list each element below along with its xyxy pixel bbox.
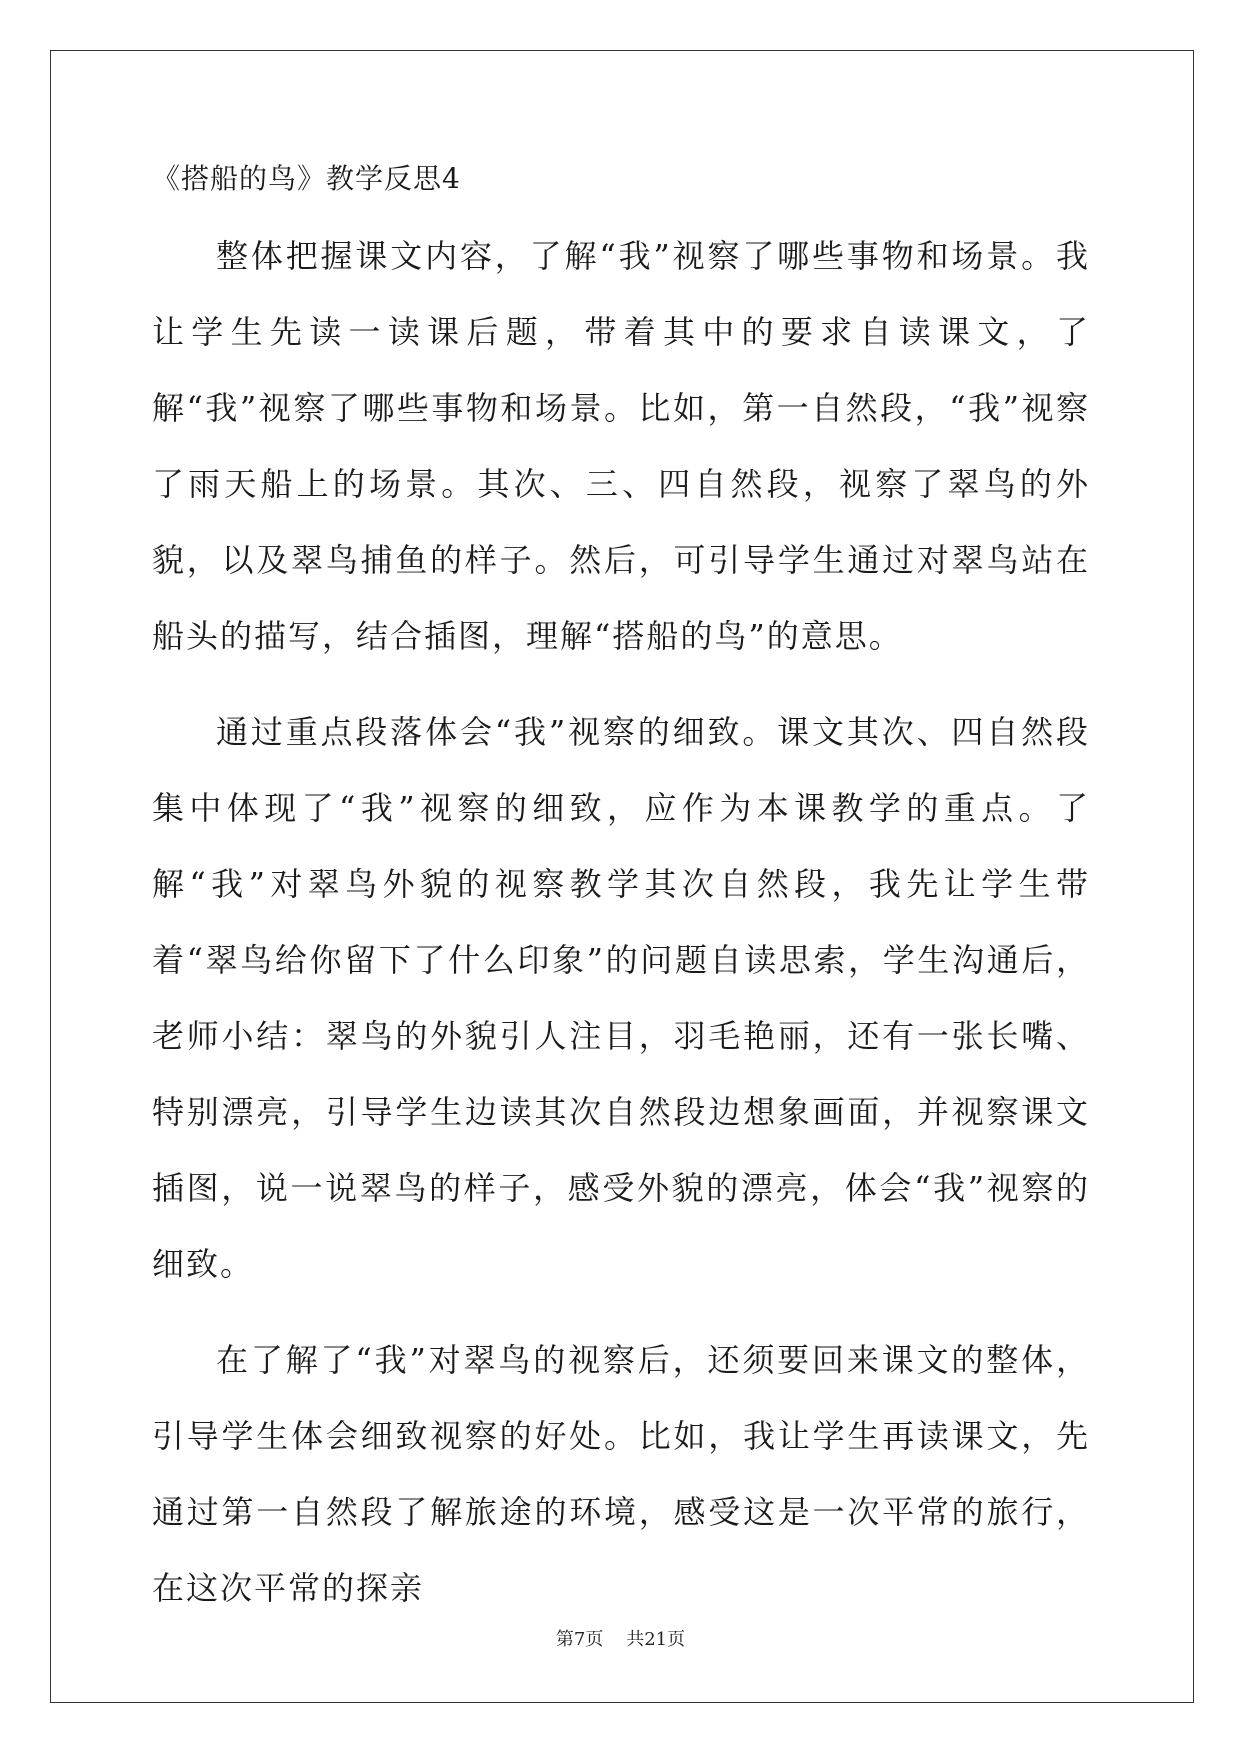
total-pages-label: 共21页 [626, 1629, 686, 1650]
paragraph-2: 通过重点段落体会“我”视察的细致。课文其次、四自然段集中体现了“我”视察的细致，应作为本课教学的重点。了解“我”对翠鸟外貌的视察教学其次自然段，我先让学生带着“翠鸟给你留下了什么印象”的问题自读思索，学生沟通后，老师小结：翠鸟的外貌引人注目，羽毛艳丽，还有一张长嘴、特别漂亮，引导学生边读其次自然段边想象画面，并视察课文插图，说一说翠鸟的样子，感受外貌的漂亮，体会“我”视察的细致。 [152, 713, 1090, 1283]
document-title: 《搭船的鸟》教学反思4 [152, 162, 461, 195]
paragraph-3: 在了解了“我”对翠鸟的视察后，还须要回来课文的整体，引导学生体会细致视察的好处。比如，我让学生再读课文，先通过第一自然段了解旅途的环境，感受这是一次平常的旅行，在这次平常的探亲 [152, 1341, 1090, 1607]
page-footer [0, 1628, 1241, 1652]
paragraph-1: 整体把握课文内容，了解“我”视察了哪些事物和场景。我让学生先读一读课后题，带着其中的要求自读课文，了解“我”视察了哪些事物和场景。比如，第一自然段，“我”视察了雨天船上的场景。其次、三、四自然段，视察了翠鸟的外貌，以及翠鸟捕鱼的样子。然后，可引导学生通过对翠鸟站在船头的描写，结合插图，理解“搭船的鸟”的意思。 [152, 237, 1090, 655]
current-page-label: 第7页 [555, 1629, 604, 1650]
document-body [152, 160, 1090, 1626]
footer-gap [603, 1629, 626, 1650]
